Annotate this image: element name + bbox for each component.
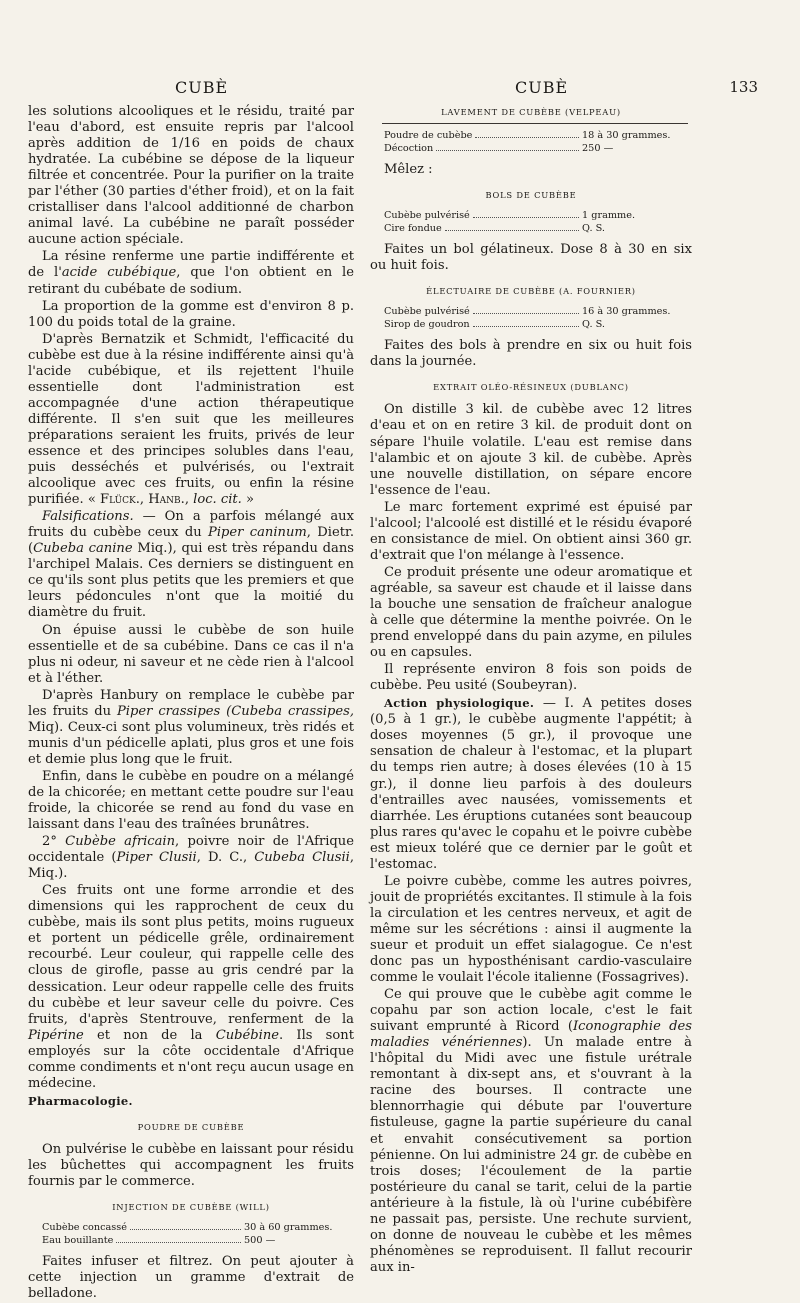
paragraph: Faites un bol gélatineux. Dose 8 à 30 en six ou huit fois.: [370, 242, 692, 274]
recipe-lavement: [384, 130, 692, 155]
paragraph: La résine renferme une partie indifférente et de l'acide cubébique, que l'on obtient en le retirant du cubébate de sodium.: [28, 249, 354, 297]
paragraph: Faites infuser et filtrez. On peut ajouter à cette injection un gramme d'extrait de belladone.: [28, 1254, 354, 1302]
recipe-heading-injection: INJECTION DE CUBÈBE (WILL): [112, 1202, 270, 1213]
paragraph: La proportion de la gomme est d'environ 8 p. 100 du poids total de la graine.: [28, 298, 354, 330]
paragraph: Ce qui prouve que le cubèbe agit comme le copahu par son action locale, c'est le fait suivant emprunté à Ricord (Iconographie des maladies vénériennes). Un malade entre à l'hôpital du Midi avec une fistule urétrale remontant à dix-sept ans, et s'ouvrant à la racine des bourses. Il contracte une blennorrhagie qui débute par l'ouverture fistuleuse, gagne la partie supérieure du canal et envahit consécutivement sa portion pénienne. On lui administre 24 gr. de cubèbe en trois doses; l'écoulement de la partie postérieure du canal se tarit, celui de la partie antérieure à la fistule, là où l'urine cubébifère ne passait pas, persiste. Une rechute survient, on donne de nouveau le cubèbe et les mêmes phénomènes se reproduisent. Il fallut recourir aux in-: [370, 987, 693, 1275]
recipe-heading-bols: BOLS DE CUBÈBE: [485, 190, 577, 201]
paragraph: les solutions alcooliques et le résidu, traité par l'eau d'abord, est ensuite repris par l'alcool après addition de 1/16 en poids de chaux hydratée. La cubébine se dépose de la liqueur filtrée et concentrée. Pour la purifier on la traite par l'éther (30 parties d'éther froid), et on la fait cristalliser dans l'alcool additionné de charbon animal lavé. La cubébine ne paraît posséder aucune action spéciale.: [28, 104, 354, 248]
recipe-row: Décoction 250 —: [384, 142, 614, 154]
left-column: [28, 104, 354, 1303]
recipe-row: Eau bouillante 500 —: [42, 1234, 276, 1246]
paragraph: Enfin, dans le cubèbe en poudre on a mélangé de la chicorée; en mettant cette poudre sur l'eau froide, la chicorée se rend au fond du vase en laissant dans l'eau des traînées brunâtres.: [28, 768, 354, 833]
recipe-bols: [384, 210, 692, 235]
paragraph-falsifications: Falsifications. — On a parfois mélangé aux fruits du cubèbe ceux du Piper caninum, Dietr. (Cubeba canine Miq.), qui est très répandu dans l'archipel Malais. Ces derniers se distinguent en ce qu'ils sont plus petits que les premiers et que leurs pédoncules n'ont que la moitié du diamètre du fruit.: [28, 509, 355, 621]
recipe-heading-extrait: EXTRAIT OLÉO-RÉSINEUX (DUBLANC): [433, 382, 629, 393]
recipe-row: Cubèbe pulvérisé 16 à 30 grammes.: [384, 306, 671, 318]
paragraph: On pulvérise le cubèbe en laissant pour résidu les bûchettes qui accompagnent les fruits fournis par le commerce.: [28, 1141, 354, 1190]
paragraph-melez: Mêlez :: [384, 162, 433, 178]
right-column: [370, 104, 692, 1277]
recipe-heading-poudre: POUDRE DE CUBÈBE: [137, 1121, 245, 1132]
paragraph: Le poivre cubèbe, comme les autres poivres, jouit de propriétés excitantes. Il stimule à la fois la circulation et les centres nerveux, et agit de même sur les sécrétions : ainsi il augmente la sueur et produit un effet sialagogue. Ce n'est donc pas un hyposthénisant cardio-vasculaire comme le voulait l'école italienne (Fossagrives).: [370, 873, 692, 986]
paragraph-cubebe-africain: 2° Cubèbe africain, poivre noir de l'Afrique occidentale (Piper Clusii, D. C., Cubeba Clusii, Miq.).: [28, 834, 354, 882]
paragraph: D'après Bernatzik et Schmidt, l'efficacité du cubèbe est due à la résine indifférente ainsi qu'à l'acide cubébique, et ils rejettent l'huile essentielle dont l'administration est accompagnée d'une action thérapeutique différente. Il s'en suit que les meilleures préparations seraient les fruits, privés de leur essence et des principes solubles dans l'eau, puis desséchés et pulvérisés, ou l'extrait alcoolique avec ces fruits, ou enfin la résine purifiée. « Flück., Hanb., loc. cit. »: [28, 331, 354, 508]
running-head-right: CUBÈ: [515, 78, 569, 97]
recipe-row: Cubèbe pulvérisé 1 gramme.: [384, 210, 636, 222]
running-head-left: CUBÈ: [175, 78, 229, 97]
recipe-heading-electuaire: ÉLECTUAIRE DE CUBÈBE (A. FOURNIER): [426, 286, 636, 297]
recipe-electuaire: [384, 306, 692, 331]
recipe-row: Cubèbe concassé 30 à 60 grammes.: [42, 1222, 333, 1234]
divider: [382, 123, 688, 124]
recipe-heading-lavement: LAVEMENT DE CUBÈBE (VELPEAU): [441, 107, 621, 117]
paragraph: Faites des bols à prendre en six ou huit fois dans la journée.: [370, 338, 692, 370]
page-number: 133: [729, 78, 758, 96]
recipe-row: Sirop de goudron Q. S.: [384, 318, 605, 330]
recipe-row: Cire fondue Q. S.: [384, 222, 605, 234]
paragraph: Le marc fortement exprimé est épuisé par l'alcool; l'alcoolé est distillé et le résidu évaporé en consistance de miel. On obtient ainsi 360 gr. d'extrait que l'on mélange à l'essence.: [370, 499, 692, 563]
paragraph-action-physiologique: Action physiologique. — I. A petites doses (0,5 à 1 gr.), le cubèbe augmente l'appétit; à doses moyennes (5 gr.), il provoque une sensation de chaleur à l'estomac, et la plupart du temps rien autre; à doses élevées (10 à 15 gr.), il donne lieu parfois à des douleurs d'entrailles avec nausées, vomissements et diarrhée. Les éruptions cutanées sont beaucoup plus rares qu'avec le copahu et le poivre cubèbe est mieux toléré que ce dernier par le goût et l'estomac.: [370, 696, 692, 872]
paragraph: Il représente environ 8 fois son poids de cubèbe. Peu usité (Soubeyran).: [370, 662, 692, 694]
recipe-injection: [42, 1222, 354, 1247]
paragraph: Ces fruits ont une forme arrondie et des dimensions qui les rapprochent de ceux du cubèbe, mais ils sont plus petits, moins rugueux et portent un pédicelle grêle, ordinairement recourbé. Leur couleur, qui rappelle celle des clous de girofle, passe au gris cendré par la dessication. Leur odeur rappelle celle des fruits du cubèbe et leur saveur celle du poivre. Ces fruits, d'après Stentrouve, renferment de la Pipérine et non de la Cubébine. Ils sont employés sur la côte occidentale d'Afrique comme condiments et n'ont reçu aucun usage en médecine.: [28, 883, 354, 1091]
paragraph: On distille 3 kil. de cubèbe avec 12 litres d'eau et on en retire 3 kil. de produit dont on sépare l'huile volatile. L'eau est remise dans l'alambic et on ajoute 3 kil. de cubèbe. Après une nouvelle distillation, on sépare encore l'essence de l'eau.: [370, 402, 692, 498]
paragraph: On épuise aussi le cubèbe de son huile essentielle et de sa cubébine. Dans ce cas il n'a plus ni odeur, ni saveur et ne cède rien à l'alcool et à l'éther.: [28, 622, 354, 686]
recipe-row: Poudre de cubèbe 18 à 30 grammes.: [384, 130, 671, 142]
section-heading-pharmacologie: Pharmacologie.: [28, 1093, 133, 1108]
paragraph: D'après Hanbury on remplace le cubèbe par les fruits du Piper crassipes (Cubeba crassipes, Miq). Ceux-ci sont plus volumineux, très ridés et munis d'un pédicelle aplati, plus gros et une fois et demie plus long que le fruit.: [28, 687, 354, 767]
paragraph: Ce produit présente une odeur aromatique et agréable, sa saveur est chaude et il laisse dans la bouche une sensation de fraîcheur analogue à celle que détermine la menthe poivrée. On le prend enveloppé dans du pain azyme, en pilules ou en capsules.: [370, 564, 692, 661]
